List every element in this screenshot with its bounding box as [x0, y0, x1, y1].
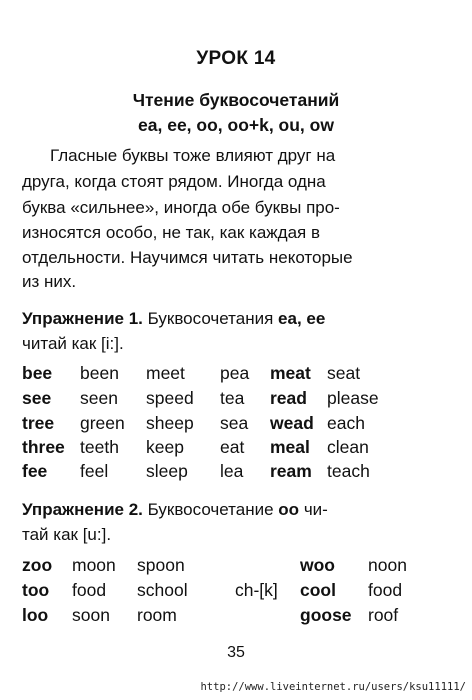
exercise2-heading: [22, 500, 328, 520]
intro-line: буква «сильнее», иногда обе буквы про-: [22, 198, 340, 217]
exercise1-word: meal: [270, 437, 310, 457]
exercise1-word: each: [327, 413, 365, 433]
exercise2-word: woo: [300, 555, 335, 575]
exercise1-word: fee: [22, 461, 48, 481]
exercise2-text: Буквосочетание: [147, 500, 274, 519]
exercise1-word: meet: [146, 363, 185, 383]
exercise1-word: teach: [327, 461, 370, 481]
exercise2-word: food: [72, 580, 107, 600]
exercise2-word: soon: [72, 605, 110, 625]
exercise1-instruction: читай как [i:].: [22, 334, 124, 353]
exercise1-word: eat: [220, 437, 245, 457]
exercise2-word: roof: [368, 605, 399, 625]
exercise1-word: see: [22, 388, 52, 408]
exercise1-word: sleep: [146, 461, 188, 481]
exercise1-word: wead: [270, 413, 314, 433]
exercise2-word: goose: [300, 605, 352, 625]
exercise2-text-end: чи-: [303, 500, 328, 519]
exercise1-word: clean: [327, 437, 369, 457]
exercise1-word: read: [270, 388, 307, 408]
exercise2-word: loo: [22, 605, 49, 625]
exercise2-label: Упражнение 2.: [22, 500, 143, 519]
exercise1-word: meat: [270, 363, 311, 383]
exercise1-word: sheep: [146, 413, 194, 433]
exercise1-word: speed: [146, 388, 194, 408]
footer-url: http://www.liveinternet.ru/users/ksu11111/: [200, 681, 466, 693]
exercise2-word: food: [368, 580, 403, 600]
exercise1-word: tea: [220, 388, 245, 408]
lesson-subtitle-line2: ea, ee, oo, oo+k, ou, ow: [138, 115, 334, 135]
exercise1-word: keep: [146, 437, 184, 457]
exercise1-word: pea: [220, 363, 250, 383]
exercise2-word: noon: [368, 555, 407, 575]
exercise2-instruction: тай как [u:].: [22, 525, 112, 544]
exercise2-word: spoon: [137, 555, 185, 575]
exercise1-word: green: [80, 413, 125, 433]
exercise1-word: seen: [80, 388, 118, 408]
exercise2-word: school: [137, 580, 188, 600]
exercise2-word: zoo: [22, 555, 53, 575]
intro-line: [22, 146, 422, 166]
intro-line: из них.: [22, 272, 77, 291]
intro-line-text: Гласные буквы тоже влияют друг на: [50, 146, 336, 165]
exercise2-word: room: [137, 605, 177, 625]
exercise1-word: feel: [80, 461, 109, 481]
exercise1-word: please: [327, 388, 379, 408]
lesson-title: УРОК 14: [196, 48, 276, 69]
exercise1-word: teeth: [80, 437, 119, 457]
intro-line: друга, когда стоят рядом. Иногда одна: [22, 172, 326, 191]
exercise2-word: ch-[k]: [235, 580, 278, 600]
page-number: 35: [227, 644, 245, 661]
lesson-subtitle-line1: Чтение буквосочетаний: [132, 90, 340, 110]
intro-line: износятся особо, не так, как каждая в: [22, 223, 320, 242]
exercise1-word: lea: [220, 461, 244, 481]
exercise2-word: cool: [300, 580, 336, 600]
exercise1-word: three: [22, 437, 65, 457]
intro-line: отдельности. Научимся читать некоторые: [22, 248, 353, 267]
exercise1-word: ream: [270, 461, 312, 481]
exercise1-word: been: [80, 363, 119, 383]
exercise1-heading: [22, 309, 325, 329]
exercise1-word: bee: [22, 363, 53, 383]
exercise1-label: Упражнение 1.: [22, 309, 143, 328]
exercise1-text: Буквосочетания: [147, 309, 274, 328]
exercise1-word: sea: [220, 413, 249, 433]
exercise2-word: moon: [72, 555, 116, 575]
exercise1-word: tree: [22, 413, 55, 433]
exercise2-word: too: [22, 580, 50, 600]
exercise2-letters: oo: [278, 500, 300, 519]
exercise1-word: seat: [327, 363, 361, 383]
exercise1-letters: ea, ee: [278, 309, 326, 328]
